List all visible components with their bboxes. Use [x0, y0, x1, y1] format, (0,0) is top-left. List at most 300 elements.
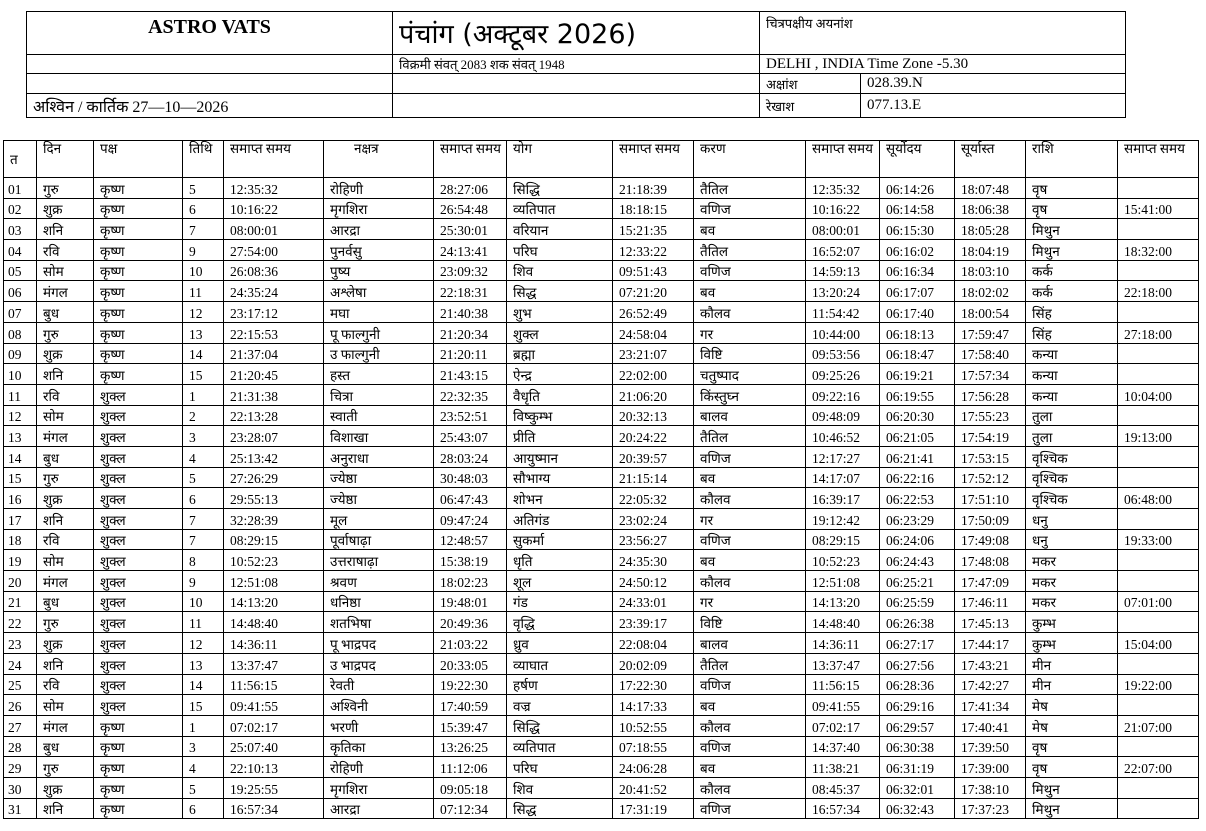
table-cell: 28 [4, 736, 37, 757]
table-cell: कन्या [1026, 364, 1118, 385]
table-cell: 15:04:00 [1118, 633, 1199, 654]
table-cell: 18:32:00 [1118, 240, 1199, 261]
table-cell: 08:45:37 [806, 777, 880, 798]
table-cell: गुरु [37, 757, 94, 778]
table-cell: 28:27:06 [434, 178, 507, 199]
table-cell: 02 [4, 198, 37, 219]
table-cell: गुरु [37, 467, 94, 488]
table-cell: कृष्ण [94, 302, 183, 323]
table-cell: 1 [183, 384, 224, 405]
table-cell: अश्विनी [324, 695, 434, 716]
table-cell: ज्येष्ठा [324, 467, 434, 488]
table-cell: मकर [1026, 550, 1118, 571]
table-cell: 23:28:07 [224, 426, 324, 447]
table-cell: 17:52:12 [955, 467, 1026, 488]
table-cell: 11 [183, 281, 224, 302]
table-cell: वणिज [694, 529, 806, 550]
table-cell: कृष्ण [94, 198, 183, 219]
table-cell: पूर्वाषाढ़ा [324, 529, 434, 550]
table-cell: 13 [183, 322, 224, 343]
table-cell: कन्या [1026, 343, 1118, 364]
table-cell: 9 [183, 240, 224, 261]
table-cell: 7 [183, 219, 224, 240]
column-header: समाप्त समय [806, 141, 880, 178]
table-row [4, 509, 1199, 530]
table-cell [1118, 736, 1199, 757]
table-cell: पू भाद्रपद [324, 633, 434, 654]
table-cell: 14:13:20 [806, 591, 880, 612]
table-cell: शुक्ल [94, 426, 183, 447]
table-cell: 31 [4, 798, 37, 819]
table-cell: 08:29:15 [224, 529, 324, 550]
table-cell: 23:02:24 [613, 509, 694, 530]
table-cell: विष्टि [694, 612, 806, 633]
table-cell: 19:13:00 [1118, 426, 1199, 447]
table-cell: 06:17:40 [880, 302, 955, 323]
location-info: DELHI , INDIA Time Zone -5.30 [760, 55, 1126, 74]
table-cell: कृष्ण [94, 736, 183, 757]
table-cell: 17:22:30 [613, 674, 694, 695]
table-cell: मंगल [37, 426, 94, 447]
table-cell: 10 [4, 364, 37, 385]
table-cell: 06:21:05 [880, 426, 955, 447]
column-header: योग [507, 141, 613, 178]
table-row [4, 653, 1199, 674]
table-cell: कौलव [694, 302, 806, 323]
table-cell: सोम [37, 405, 94, 426]
table-row [4, 281, 1199, 302]
table-cell: 14:59:13 [806, 260, 880, 281]
table-cell: ज्येष्ठा [324, 488, 434, 509]
table-row [4, 219, 1199, 240]
table-cell: 12:48:57 [434, 529, 507, 550]
table-cell: शतभिषा [324, 612, 434, 633]
table-row [4, 488, 1199, 509]
table-cell: उ फाल्गुनी [324, 343, 434, 364]
table-cell: 07:12:34 [434, 798, 507, 819]
table-cell: बुध [37, 302, 94, 323]
table-cell: हर्षण [507, 674, 613, 695]
table-cell: 18:18:15 [613, 198, 694, 219]
table-cell: 21:18:39 [613, 178, 694, 199]
table-cell: शुक्ल [94, 446, 183, 467]
table-cell: आयुष्मान [507, 446, 613, 467]
table-cell: 25:13:42 [224, 446, 324, 467]
table-cell: 20:39:57 [613, 446, 694, 467]
table-cell: 17:38:10 [955, 777, 1026, 798]
table-cell: 18:05:28 [955, 219, 1026, 240]
table-cell: 17:44:17 [955, 633, 1026, 654]
table-cell: 9 [183, 571, 224, 592]
table-cell: कर्क [1026, 260, 1118, 281]
table-cell: 28:03:24 [434, 446, 507, 467]
table-cell: 24:58:04 [613, 322, 694, 343]
table-cell: बव [694, 695, 806, 716]
table-cell: बुध [37, 736, 94, 757]
table-cell: 17:37:23 [955, 798, 1026, 819]
table-row [4, 240, 1199, 261]
table-cell: 24:13:41 [434, 240, 507, 261]
blank-cell [393, 94, 760, 118]
table-cell: 22:32:35 [434, 384, 507, 405]
table-cell: 06:16:02 [880, 240, 955, 261]
table-row [4, 633, 1199, 654]
table-row [4, 736, 1199, 757]
table-cell: धनु [1026, 509, 1118, 530]
table-row [4, 612, 1199, 633]
table-cell: 17:54:19 [955, 426, 1026, 447]
table-cell: 03 [4, 219, 37, 240]
table-cell: शुक्ल [94, 550, 183, 571]
table-cell: चित्रा [324, 384, 434, 405]
table-cell: मिथुन [1026, 219, 1118, 240]
table-cell: 11:56:15 [224, 674, 324, 695]
table-cell: 21:43:15 [434, 364, 507, 385]
table-cell: रवि [37, 529, 94, 550]
table-cell: 06:48:00 [1118, 488, 1199, 509]
table-cell: 13:20:24 [806, 281, 880, 302]
table-cell: कृष्ण [94, 260, 183, 281]
table-cell: 5 [183, 178, 224, 199]
table-cell: शुक्र [37, 633, 94, 654]
table-cell: हस्त [324, 364, 434, 385]
table-cell: बव [694, 757, 806, 778]
table-cell: मृगशिरा [324, 777, 434, 798]
table-cell: 10:46:52 [806, 426, 880, 447]
month-date: अश्विन / कार्तिक 27—10—2026 [27, 94, 393, 118]
table-cell: मकर [1026, 591, 1118, 612]
table-cell: 17:48:08 [955, 550, 1026, 571]
table-cell: कौलव [694, 777, 806, 798]
table-cell: 12 [183, 302, 224, 323]
table-cell: कृष्ण [94, 364, 183, 385]
table-cell: 16:57:34 [806, 798, 880, 819]
table-cell: 06:22:16 [880, 467, 955, 488]
table-cell: 14:36:11 [806, 633, 880, 654]
table-cell: 17:40:59 [434, 695, 507, 716]
table-cell: 30 [4, 777, 37, 798]
table-cell: 17:57:34 [955, 364, 1026, 385]
page-title: पंचांग (अक्टूबर 2026) [393, 12, 760, 55]
table-cell: 17:51:10 [955, 488, 1026, 509]
table-cell: 20:24:22 [613, 426, 694, 447]
table-cell: 13:37:47 [224, 653, 324, 674]
table-cell: शुक्र [37, 343, 94, 364]
table-cell: बव [694, 550, 806, 571]
table-cell: बुध [37, 446, 94, 467]
table-cell: 24:33:01 [613, 591, 694, 612]
table-cell: 21:37:04 [224, 343, 324, 364]
table-cell [1118, 364, 1199, 385]
table-cell: शिव [507, 777, 613, 798]
table-cell: 15:41:00 [1118, 198, 1199, 219]
table-cell: रवि [37, 384, 94, 405]
table-row [4, 529, 1199, 550]
table-cell: कृष्ण [94, 757, 183, 778]
table-cell: 25 [4, 674, 37, 695]
table-cell: मीन [1026, 674, 1118, 695]
table-cell: मिथुन [1026, 798, 1118, 819]
table-cell: 15:39:47 [434, 715, 507, 736]
table-cell: 19:12:42 [806, 509, 880, 530]
table-cell: मंगल [37, 571, 94, 592]
table-cell: गर [694, 322, 806, 343]
column-header: पक्ष [94, 141, 183, 178]
table-cell: 21:31:38 [224, 384, 324, 405]
table-cell: विशाखा [324, 426, 434, 447]
table-cell: 17:53:15 [955, 446, 1026, 467]
table-cell: वणिज [694, 446, 806, 467]
table-cell: तैतिल [694, 178, 806, 199]
table-cell: व्यतिपात [507, 198, 613, 219]
table-cell: 06:17:07 [880, 281, 955, 302]
table-row [4, 695, 1199, 716]
table-cell: वणिज [694, 198, 806, 219]
table-cell: 18:03:10 [955, 260, 1026, 281]
table-cell: कर्क [1026, 281, 1118, 302]
column-header: त [4, 141, 37, 178]
table-cell: वृश्चिक [1026, 467, 1118, 488]
table-cell [1118, 695, 1199, 716]
table-cell: मिथुन [1026, 777, 1118, 798]
table-cell: 20:32:13 [613, 405, 694, 426]
table-cell: 06:27:17 [880, 633, 955, 654]
table-cell: पुष्य [324, 260, 434, 281]
table-cell [1118, 260, 1199, 281]
table-cell: मृगशिरा [324, 198, 434, 219]
table-cell: कृष्ण [94, 178, 183, 199]
table-cell: 06:18:47 [880, 343, 955, 364]
table-cell: 09:22:16 [806, 384, 880, 405]
table-cell: 27 [4, 715, 37, 736]
table-cell: 07:02:17 [224, 715, 324, 736]
table-cell: 24:35:30 [613, 550, 694, 571]
table-cell: स्वाती [324, 405, 434, 426]
table-cell: वृद्धि [507, 612, 613, 633]
table-cell: 13 [183, 653, 224, 674]
table-cell: 30:48:03 [434, 467, 507, 488]
table-cell: 06:29:57 [880, 715, 955, 736]
table-cell: 10:16:22 [806, 198, 880, 219]
table-cell: कृष्ण [94, 798, 183, 819]
table-cell: कुम्भ [1026, 612, 1118, 633]
table-cell: 06:15:30 [880, 219, 955, 240]
table-cell: बुध [37, 591, 94, 612]
table-cell: 23:21:07 [613, 343, 694, 364]
table-cell [1118, 178, 1199, 199]
blank-cell [393, 74, 760, 94]
table-cell: 20 [4, 571, 37, 592]
table-cell: शनि [37, 364, 94, 385]
table-cell: शुक्ल [94, 591, 183, 612]
table-cell: 06:19:21 [880, 364, 955, 385]
table-cell: 15 [183, 695, 224, 716]
table-row [4, 757, 1199, 778]
table-cell [1118, 446, 1199, 467]
table-cell: वृष [1026, 178, 1118, 199]
table-cell: बव [694, 219, 806, 240]
table-cell: 6 [183, 198, 224, 219]
table-cell: सिंह [1026, 322, 1118, 343]
table-cell: शुक्ल [94, 384, 183, 405]
table-cell: शिव [507, 260, 613, 281]
table-cell: ब्रह्मा [507, 343, 613, 364]
ayanamsha-label: चित्रपक्षीय अयनांश [760, 12, 1126, 55]
table-cell: 10:16:22 [224, 198, 324, 219]
table-cell: अनुराधा [324, 446, 434, 467]
table-cell: 06:14:26 [880, 178, 955, 199]
table-cell: 06:22:53 [880, 488, 955, 509]
table-row [4, 198, 1199, 219]
table-cell: 07 [4, 302, 37, 323]
table-cell: वणिज [694, 736, 806, 757]
column-header: दिन [37, 141, 94, 178]
table-cell [1118, 550, 1199, 571]
table-cell: 17:31:19 [613, 798, 694, 819]
table-cell: 08 [4, 322, 37, 343]
table-cell: सोम [37, 695, 94, 716]
table-cell: 09:41:55 [224, 695, 324, 716]
table-cell: गुरु [37, 612, 94, 633]
table-cell: 15:21:35 [613, 219, 694, 240]
table-cell: 15:38:19 [434, 550, 507, 571]
table-cell: शुक्ल [94, 467, 183, 488]
table-cell: शुक्ल [94, 674, 183, 695]
table-cell: 17:56:28 [955, 384, 1026, 405]
latitude-value: 028.39.N [861, 74, 1126, 94]
panchang-header [26, 11, 1126, 118]
table-cell: मंगल [37, 281, 94, 302]
table-cell: सिद्धि [507, 178, 613, 199]
table-cell: 14 [4, 446, 37, 467]
table-cell: 08:29:15 [806, 529, 880, 550]
table-cell: 06:20:30 [880, 405, 955, 426]
longitude-value: 077.13.E [861, 94, 1126, 118]
table-cell: 18:02:02 [955, 281, 1026, 302]
table-cell: अश्लेषा [324, 281, 434, 302]
table-cell: कौलव [694, 488, 806, 509]
table-cell: शुक्ल [94, 653, 183, 674]
table-cell: शनि [37, 509, 94, 530]
table-cell: कृष्ण [94, 240, 183, 261]
table-cell: 22:18:00 [1118, 281, 1199, 302]
table-cell: शुक्ल [94, 509, 183, 530]
table-row [4, 405, 1199, 426]
table-cell: 12 [4, 405, 37, 426]
table-cell: धृति [507, 550, 613, 571]
table-cell: 14:48:40 [224, 612, 324, 633]
table-cell: 06:16:34 [880, 260, 955, 281]
table-cell: वृश्चिक [1026, 446, 1118, 467]
table-cell: 25:07:40 [224, 736, 324, 757]
table-cell: 13 [4, 426, 37, 447]
table-cell: आरद्रा [324, 798, 434, 819]
table-cell: 04 [4, 240, 37, 261]
table-cell: सोम [37, 550, 94, 571]
table-cell: 22:08:04 [613, 633, 694, 654]
table-cell: 12:17:27 [806, 446, 880, 467]
table-cell: 06:30:38 [880, 736, 955, 757]
table-cell: 24:06:28 [613, 757, 694, 778]
table-cell: 22:18:31 [434, 281, 507, 302]
table-cell: 25:43:07 [434, 426, 507, 447]
table-cell: व्यतिपात [507, 736, 613, 757]
table-cell: 17:55:23 [955, 405, 1026, 426]
table-cell: 7 [183, 529, 224, 550]
table-cell: कृतिका [324, 736, 434, 757]
column-header: राशि [1026, 141, 1118, 178]
table-cell: 13:26:25 [434, 736, 507, 757]
table-cell: 17:46:11 [955, 591, 1026, 612]
table-cell: 14:17:33 [613, 695, 694, 716]
table-cell: शुभ [507, 302, 613, 323]
table-cell: 18 [4, 529, 37, 550]
table-cell: 17:45:13 [955, 612, 1026, 633]
table-cell: 10:44:00 [806, 322, 880, 343]
table-cell: कृष्ण [94, 322, 183, 343]
table-cell: शोभन [507, 488, 613, 509]
table-cell: ऐन्द्र [507, 364, 613, 385]
table-cell: 06:25:59 [880, 591, 955, 612]
table-cell: 24 [4, 653, 37, 674]
table-row [4, 343, 1199, 364]
table-cell: 12:35:32 [806, 178, 880, 199]
table-cell [1118, 343, 1199, 364]
table-cell: 11 [183, 612, 224, 633]
table-row [4, 384, 1199, 405]
table-cell: शुक्ल [94, 405, 183, 426]
table-cell: शुक्ल [94, 571, 183, 592]
table-cell: 22:15:53 [224, 322, 324, 343]
table-cell: 07:02:17 [806, 715, 880, 736]
table-cell: 12:51:08 [806, 571, 880, 592]
table-cell: मेष [1026, 695, 1118, 716]
table-row [4, 550, 1199, 571]
table-cell: 06:18:13 [880, 322, 955, 343]
table-cell: भरणी [324, 715, 434, 736]
table-cell: पुनर्वसु [324, 240, 434, 261]
table-cell: रवि [37, 674, 94, 695]
table-cell [1118, 467, 1199, 488]
table-cell: 09:25:26 [806, 364, 880, 385]
table-cell: 17:47:09 [955, 571, 1026, 592]
table-cell: 16:52:07 [806, 240, 880, 261]
column-header: समाप्त समय [613, 141, 694, 178]
table-cell: 07:18:55 [613, 736, 694, 757]
table-cell: वैधृति [507, 384, 613, 405]
table-cell: 11:38:21 [806, 757, 880, 778]
table-cell: 23:39:17 [613, 612, 694, 633]
table-cell: कौलव [694, 715, 806, 736]
table-row [4, 467, 1199, 488]
table-cell: 7 [183, 509, 224, 530]
column-header: समाप्त समय [224, 141, 324, 178]
table-cell: 17:39:50 [955, 736, 1026, 757]
table-cell: 4 [183, 446, 224, 467]
table-cell: तुला [1026, 426, 1118, 447]
table-cell: पू फाल्गुनी [324, 322, 434, 343]
table-cell: 14:36:11 [224, 633, 324, 654]
column-header: तिथि [183, 141, 224, 178]
table-cell: तुला [1026, 405, 1118, 426]
table-cell: शुक्र [37, 777, 94, 798]
table-cell: 09 [4, 343, 37, 364]
table-cell: 17:41:34 [955, 695, 1026, 716]
table-cell [1118, 612, 1199, 633]
table-cell: कृष्ण [94, 219, 183, 240]
table-cell: 16:39:17 [806, 488, 880, 509]
table-cell: बव [694, 281, 806, 302]
